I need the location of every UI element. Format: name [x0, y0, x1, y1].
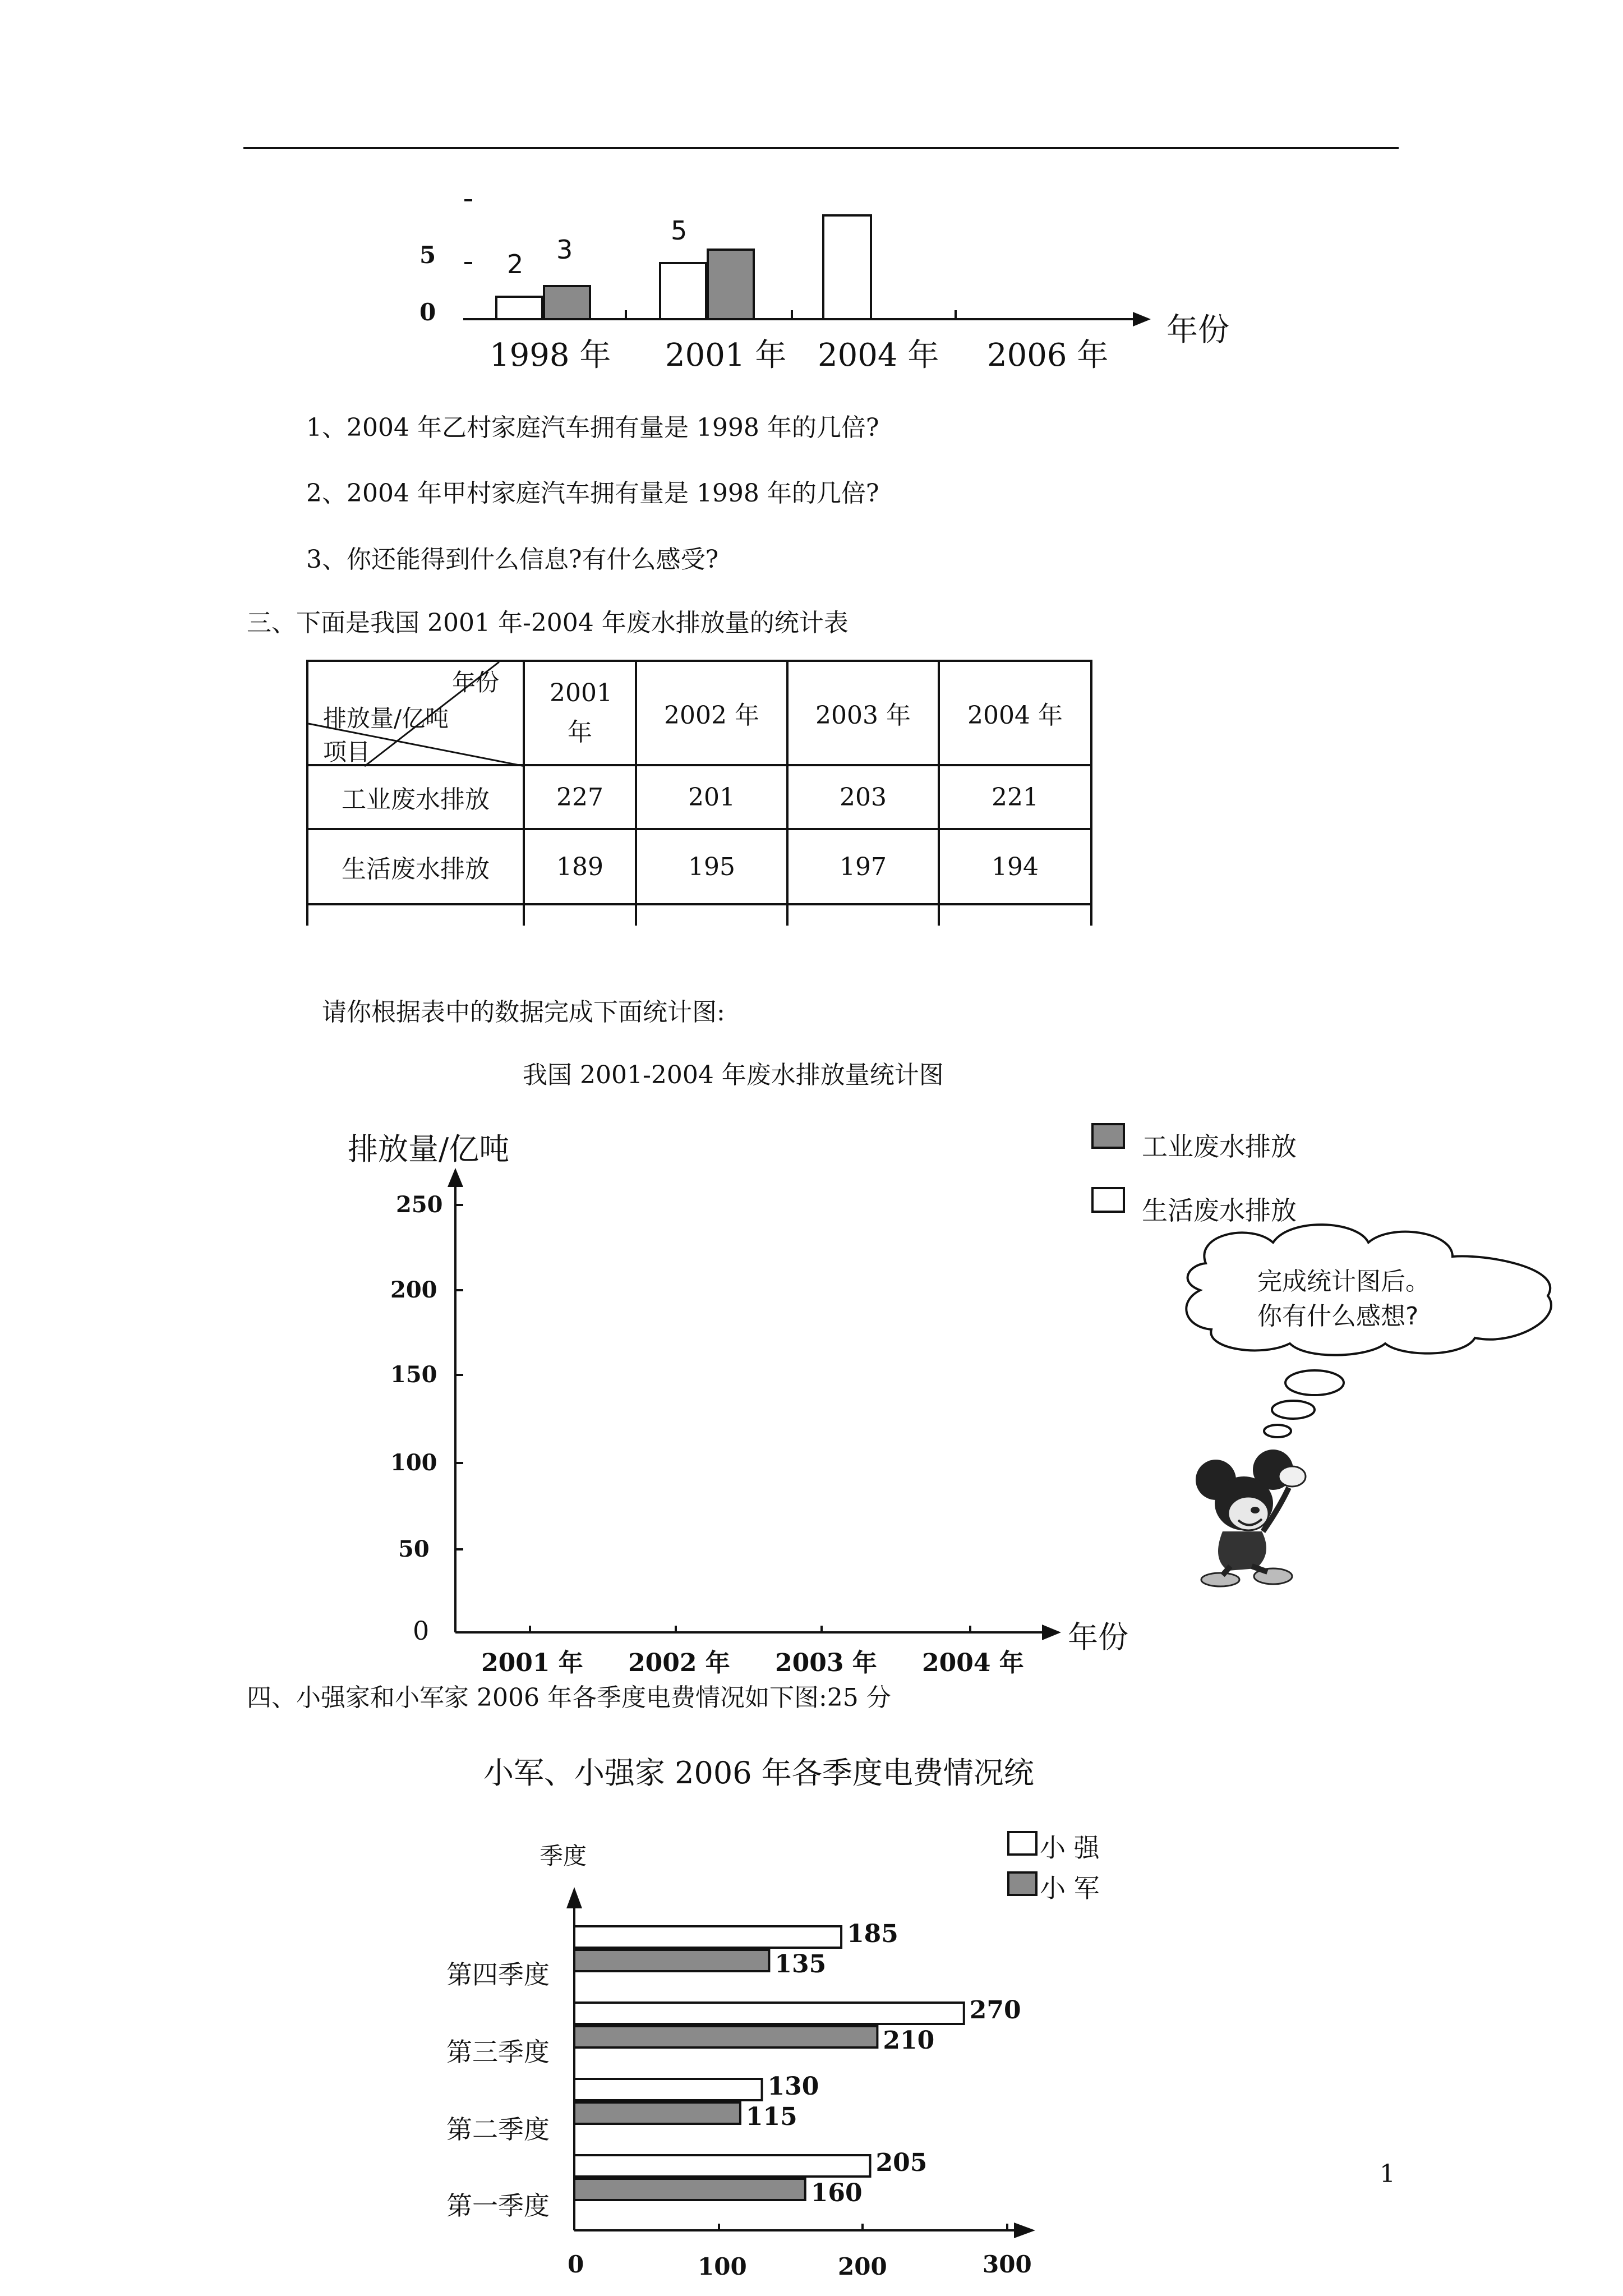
- legend-label: 小 强: [1040, 1833, 1100, 1863]
- bar-value-label: 210: [883, 2026, 935, 2055]
- legend-label: 工业废水排放: [1142, 1131, 1297, 1162]
- row-label: 工业废水排放: [307, 765, 524, 829]
- y-tick-label: 100: [390, 1450, 437, 1476]
- quarter-label: 第三季度: [446, 2037, 550, 2067]
- x-category-label: 2001 年: [665, 337, 787, 374]
- y-tick-label: 0: [419, 298, 436, 326]
- column-header: 2001 年: [524, 661, 636, 765]
- x-category-label: 2003 年: [775, 1649, 877, 1677]
- corner-item-label: 项目: [323, 738, 371, 766]
- question: 2、2004 年甲村家庭汽车拥有量是 1998 年的几倍?: [306, 479, 879, 508]
- bar-value-label: 130: [767, 2072, 819, 2101]
- y-tick-label: 50: [398, 1536, 430, 1562]
- x-tick-label: 300: [983, 2251, 1032, 2278]
- bar-label: 2: [507, 249, 524, 279]
- bar-label: 5: [671, 215, 688, 246]
- quarter-label: 第二季度: [446, 2114, 550, 2145]
- column-header: 2002 年: [636, 661, 787, 765]
- table-cell: 195: [636, 829, 787, 904]
- table-cell: 203: [787, 765, 939, 829]
- page-number: 1: [1380, 2160, 1395, 2188]
- instruction-text: 请你根据表中的数据完成下面统计图:: [322, 998, 725, 1027]
- bar-value-label: 205: [875, 2148, 928, 2177]
- table-cell: 227: [524, 765, 636, 829]
- x-axis-label: 年份: [1068, 1619, 1128, 1655]
- legend-label: 生活废水排放: [1142, 1195, 1297, 1226]
- x-tick-label: 100: [698, 2253, 747, 2280]
- column-header: 2004 年: [939, 661, 1091, 765]
- question: 3、你还能得到什么信息?有什么感受?: [306, 545, 719, 574]
- corner-unit-label: 排放量/亿吨: [323, 705, 449, 732]
- table-cell: 194: [939, 829, 1091, 904]
- y-tick-label: 200: [390, 1277, 437, 1303]
- bar-value-label: 185: [847, 1920, 898, 1948]
- x-category-label: 2004 年: [818, 337, 939, 374]
- bar-value-label: 135: [774, 1950, 827, 1978]
- chart-y-axis-label: 排放量/亿吨: [348, 1131, 510, 1167]
- bubble-text: 你有什么感想?: [1257, 1302, 1419, 1331]
- y-tick-label: 5: [419, 241, 436, 269]
- chart-y-axis-label: 季度: [540, 1842, 587, 1870]
- chart-title: 我国 2001-2004 年废水排放量统计图: [523, 1061, 944, 1089]
- x-category-label: 2004 年: [922, 1649, 1024, 1677]
- x-category-label: 2001 年: [481, 1649, 583, 1677]
- column-header: 2003 年: [787, 661, 939, 765]
- bar-value-label: 270: [969, 1996, 1021, 2024]
- bar-xiaojun: [574, 1950, 769, 1971]
- table-cell: 189: [524, 829, 636, 904]
- bubble-text: 完成统计图后。: [1257, 1267, 1430, 1296]
- bar-xiaoqiang: [574, 1926, 841, 1948]
- y-tick-label: 0: [413, 1616, 430, 1646]
- bar-xiaojun: [574, 2102, 740, 2124]
- bar-xiaoqiang: [574, 2079, 762, 2100]
- table-cell: 201: [636, 765, 787, 829]
- legend-label: 小 军: [1040, 1873, 1100, 1903]
- x-category-label: 1998 年: [490, 337, 611, 374]
- bar-xiaoqiang: [574, 2155, 870, 2177]
- bar-label: 3: [556, 234, 573, 265]
- section-heading: 三、下面是我国 2001 年-2004 年废水排放量的统计表: [247, 609, 849, 637]
- y-tick-label: 250: [396, 1191, 443, 1218]
- y-tick-label: 150: [390, 1361, 437, 1388]
- chart-title: 小军、小强家 2006 年各季度电费情况统: [483, 1755, 1034, 1791]
- row-label: 生活废水排放: [307, 829, 524, 904]
- table-cell: 197: [787, 829, 939, 904]
- x-category-label: 2006 年: [987, 337, 1109, 374]
- x-tick-label: 200: [838, 2253, 887, 2280]
- quarter-label: 第一季度: [446, 2191, 550, 2221]
- section-heading: 四、小强家和小军家 2006 年各季度电费情况如下图:25 分: [247, 1683, 891, 1712]
- quarter-label: 第四季度: [446, 1959, 550, 1990]
- bar-xiaoqiang: [574, 2003, 964, 2024]
- bar-xiaojun: [574, 2026, 877, 2047]
- y-axis-arrow: [566, 1887, 582, 1908]
- bar-value-label: 115: [745, 2102, 797, 2131]
- corner-year-label: 年份: [452, 669, 500, 696]
- bar-value-label: 160: [810, 2179, 863, 2207]
- bar-xiaojun: [574, 2179, 805, 2200]
- question: 1、2004 年乙村家庭汽车拥有量是 1998 年的几倍?: [306, 413, 879, 442]
- x-axis-arrow: [1014, 2223, 1035, 2238]
- x-tick-label: 0: [568, 2251, 584, 2278]
- x-category-label: 2002 年: [628, 1649, 730, 1677]
- table-cell: 221: [939, 765, 1091, 829]
- x-axis-label: 年份: [1166, 312, 1229, 348]
